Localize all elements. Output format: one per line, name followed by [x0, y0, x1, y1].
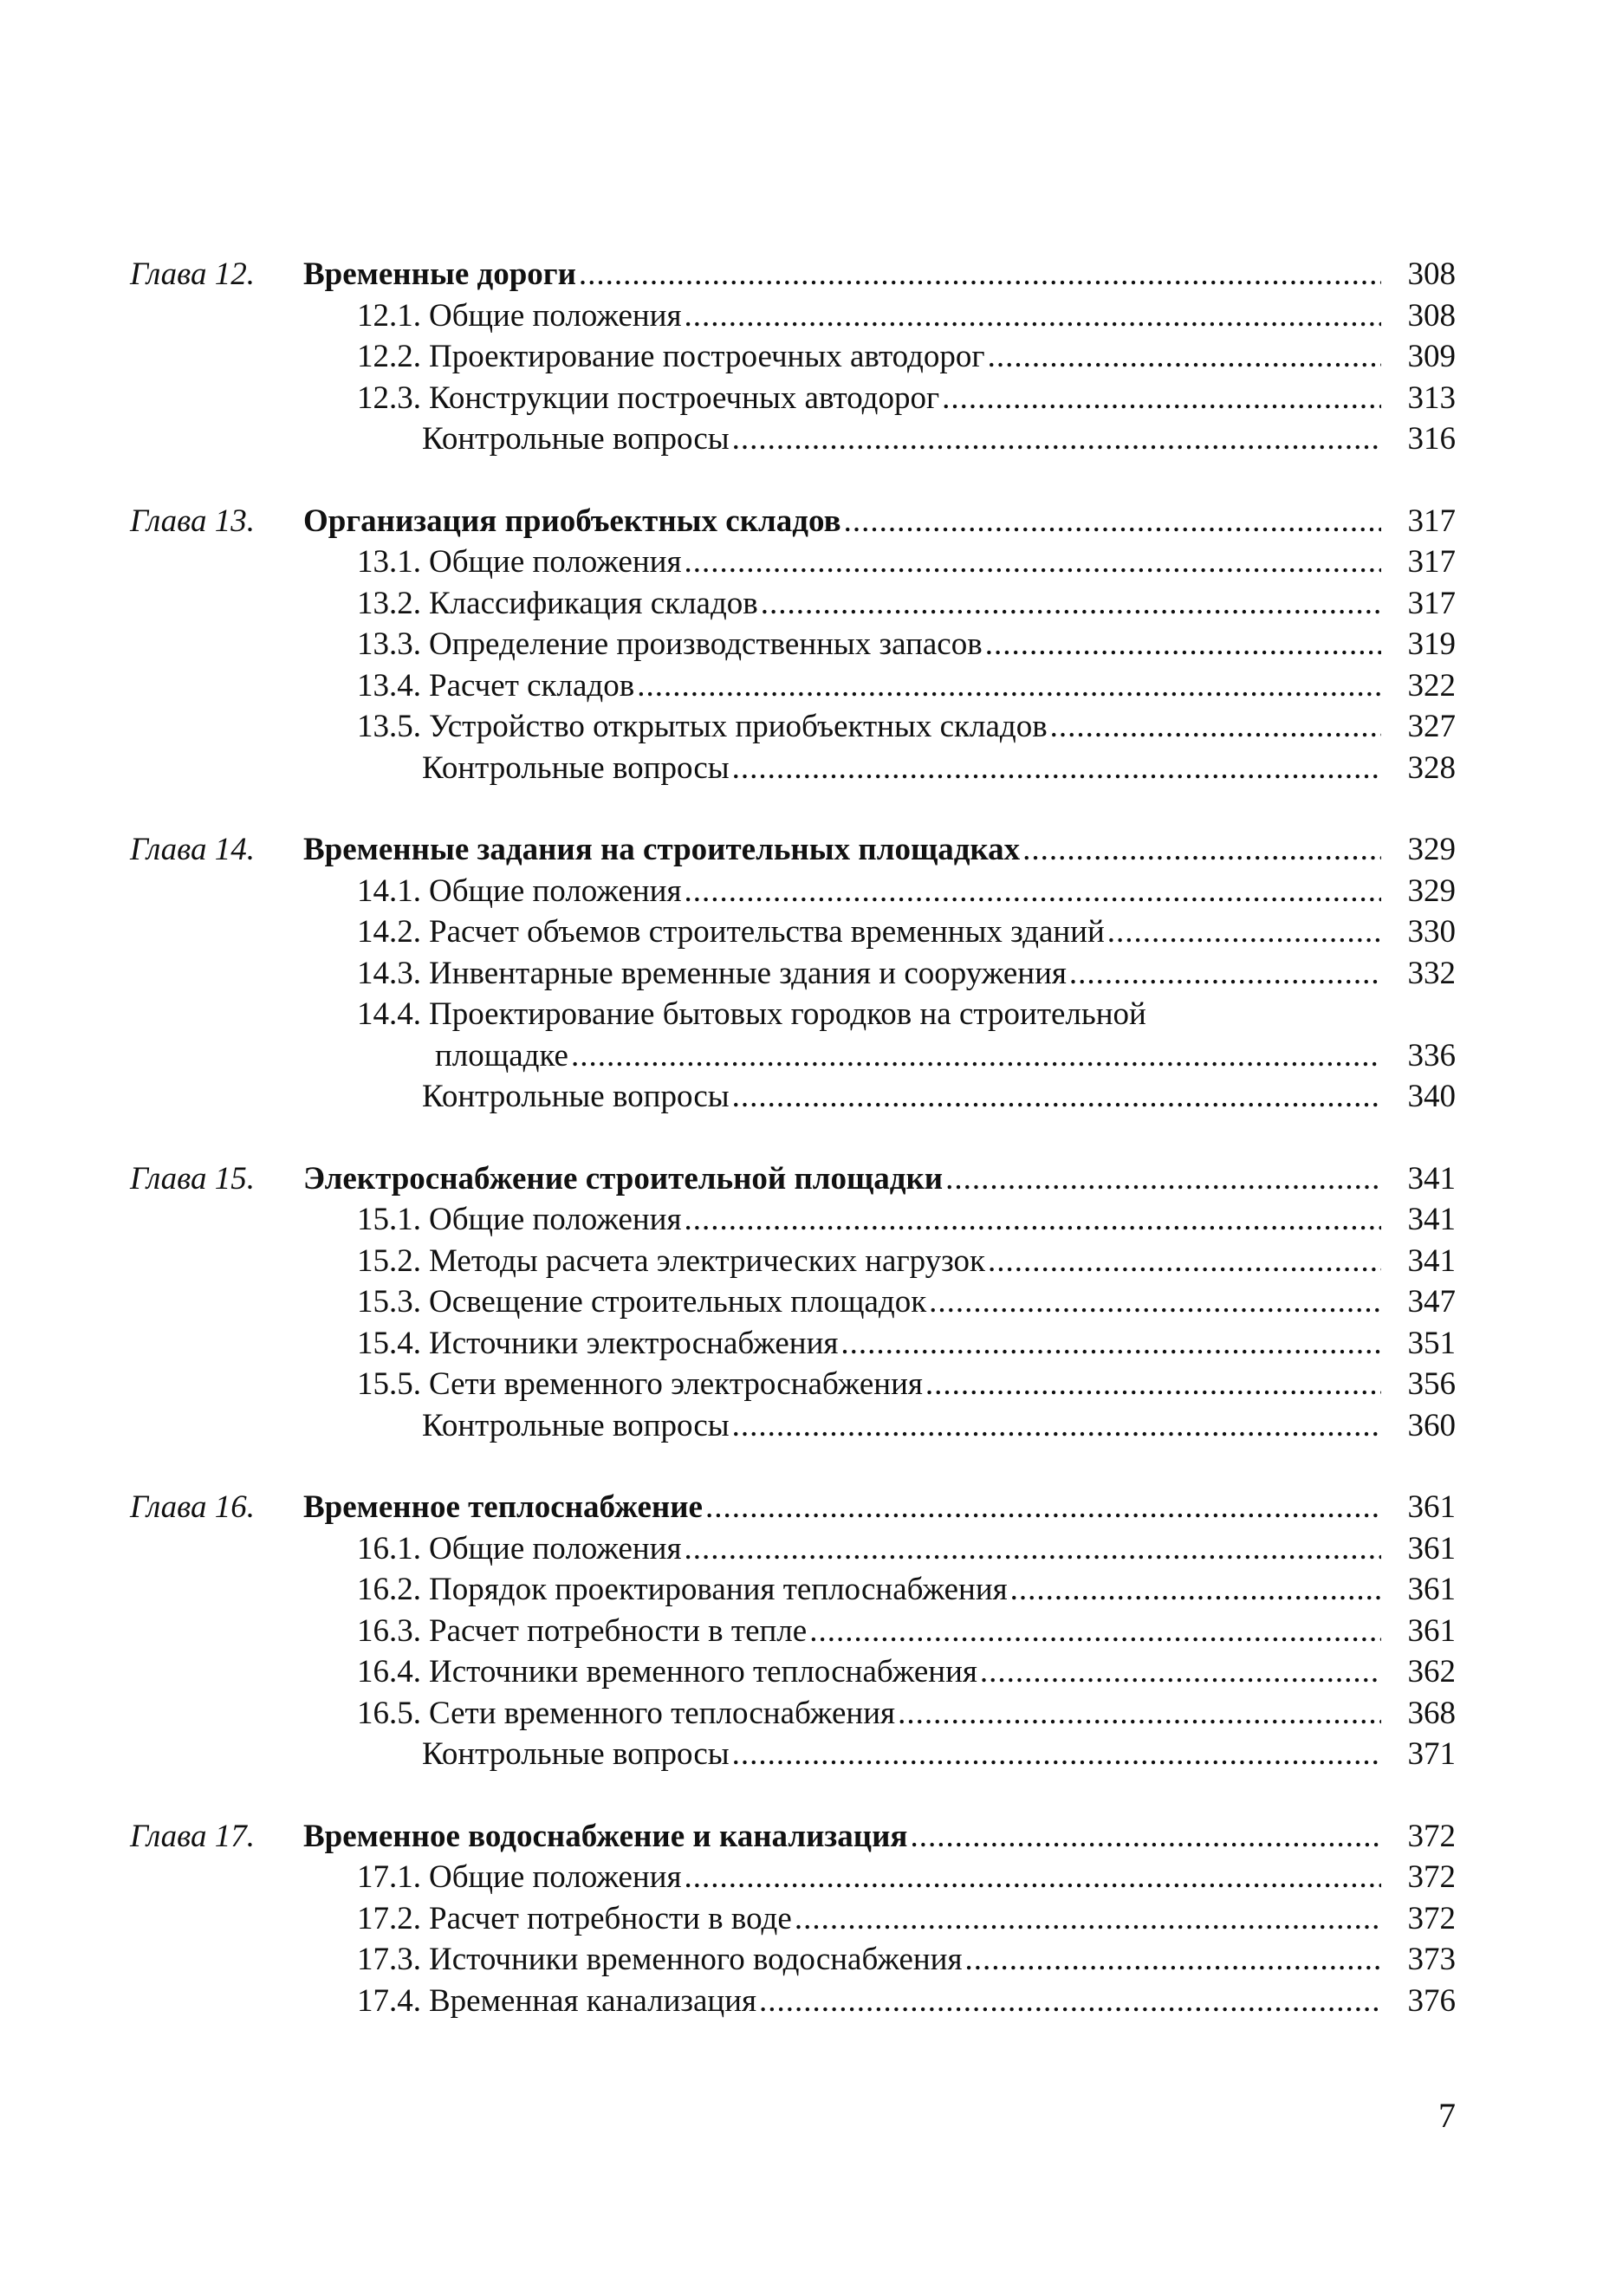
section-row	[130, 1651, 1456, 1693]
section-title: Определение производственных запасов	[429, 626, 983, 662]
entry-page-number: 372	[1407, 1900, 1456, 1936]
section-number: 16.1.	[357, 1530, 421, 1566]
entry-page-number: 347	[1407, 1284, 1456, 1320]
chapter-title: Временное водоснабжение и канализация	[303, 1818, 908, 1854]
entry-page-number: 330	[1407, 914, 1456, 950]
section-row	[130, 295, 1456, 337]
dot-leader	[795, 1898, 1381, 1940]
dot-leader	[910, 1816, 1381, 1858]
section-title: Общие положения	[429, 544, 682, 580]
dot-leader	[732, 1405, 1381, 1447]
section-row	[130, 1611, 1456, 1652]
chapter-entry	[303, 1487, 1456, 1528]
dot-leader	[1050, 706, 1381, 748]
section-row	[130, 953, 1456, 995]
dot-leader	[985, 624, 1381, 665]
section-title: Сети временного теплоснабжения	[429, 1695, 896, 1731]
dot-leader	[898, 1693, 1381, 1735]
entry-page-number: 336	[1407, 1037, 1456, 1073]
section-title: Источники временного водоснабжения	[429, 1942, 963, 1977]
section-title: Устройство открытых приобъектных складов	[429, 709, 1048, 744]
entry-page-number: 341	[1407, 1202, 1456, 1237]
chapter-block	[130, 1816, 1456, 2022]
chapter-entry	[303, 254, 1456, 295]
section-title: Расчет складов	[429, 667, 635, 704]
section-row	[130, 665, 1456, 707]
dot-leader	[988, 336, 1381, 378]
chapter-block	[130, 1158, 1456, 1447]
section-number: 17.4.	[357, 1982, 421, 2019]
section-title: Освещение строительных площадок	[429, 1284, 927, 1320]
section-title: Временная канализация	[429, 1982, 757, 2019]
section-entry	[357, 1857, 1456, 1898]
dot-leader	[1010, 1569, 1381, 1611]
entry-page-number: 317	[1407, 503, 1456, 539]
dot-leader	[980, 1651, 1381, 1693]
section-entry	[357, 1981, 1456, 2022]
control-questions-title: Контрольные вопросы	[422, 749, 730, 786]
dot-leader	[840, 1323, 1381, 1365]
section-title: Расчет объемов строительства временных зданий	[429, 914, 1105, 950]
section-number: 16.3.	[357, 1612, 421, 1649]
section-entry	[357, 1241, 1456, 1282]
section-number: 12.2.	[357, 339, 421, 374]
control-questions-entry	[422, 1076, 1456, 1118]
section-continuation-row	[130, 1035, 1456, 1077]
chapter-title: Организация приобъектных складов	[303, 503, 841, 539]
section-title: Источники временного теплоснабжения	[429, 1654, 977, 1690]
control-questions-row	[130, 1076, 1456, 1118]
dot-leader	[759, 1981, 1381, 2022]
control-questions-entry	[422, 418, 1456, 460]
entry-page-number: 329	[1407, 872, 1456, 909]
control-questions-row	[130, 748, 1456, 789]
section-title: Инвентарные временные здания и сооружения	[429, 955, 1067, 991]
dot-leader	[844, 501, 1381, 542]
section-entry	[357, 1898, 1456, 1940]
section-title: Источники электроснабжения	[429, 1325, 839, 1361]
section-entry	[357, 665, 1456, 707]
section-row	[130, 1241, 1456, 1282]
dot-leader	[732, 748, 1381, 789]
section-entry	[357, 1569, 1456, 1611]
control-questions-title: Контрольные вопросы	[422, 1079, 730, 1114]
section-entry	[357, 378, 1456, 419]
table-of-contents	[130, 254, 1456, 2062]
section-number: 15.3.	[357, 1284, 421, 1320]
section-entry	[357, 1364, 1456, 1405]
section-title: Общие положения	[429, 872, 682, 909]
chapter-label: Глава 15.	[130, 1160, 255, 1197]
chapter-heading-row	[130, 1487, 1456, 1528]
section-title-continuation: площадке	[435, 1037, 568, 1073]
section-number: 17.3.	[357, 1942, 421, 1977]
entry-page-number: 373	[1407, 1942, 1456, 1977]
chapter-label: Глава 14.	[130, 832, 255, 867]
section-entry	[357, 624, 1456, 665]
entry-page-number: 356	[1407, 1366, 1456, 1402]
section-row	[130, 1981, 1456, 2022]
entry-page-number: 327	[1407, 709, 1456, 744]
chapter-label: Глава 13.	[130, 503, 255, 539]
dot-leader	[637, 665, 1381, 707]
entry-page-number: 329	[1407, 832, 1456, 867]
entry-page-number: 360	[1407, 1407, 1456, 1443]
entry-page-number: 332	[1407, 955, 1456, 991]
dot-leader	[942, 378, 1381, 419]
chapter-title: Электроснабжение строительной площадки	[303, 1160, 944, 1197]
chapter-title: Временное теплоснабжение	[303, 1489, 703, 1525]
section-number: 16.4.	[357, 1654, 421, 1690]
entry-page-number: 319	[1407, 626, 1456, 662]
section-number: 14.1.	[357, 872, 421, 909]
section-row	[130, 1569, 1456, 1611]
dot-leader	[1107, 911, 1381, 953]
section-title: Расчет потребности в тепле	[429, 1612, 808, 1649]
section-entry	[357, 1651, 1456, 1693]
chapter-heading-row	[130, 1816, 1456, 1858]
dot-leader	[925, 1364, 1381, 1405]
entry-page-number: 376	[1407, 1982, 1456, 2019]
section-row	[130, 1939, 1456, 1981]
section-row	[130, 378, 1456, 419]
section-entry	[357, 706, 1456, 748]
page-number: 7	[1438, 2096, 1456, 2135]
section-number: 15.2.	[357, 1242, 421, 1279]
section-entry	[357, 1528, 1456, 1570]
entry-page-number: 351	[1407, 1325, 1456, 1361]
dot-leader	[1022, 829, 1381, 871]
entry-page-number: 340	[1407, 1079, 1456, 1114]
entry-page-number: 341	[1407, 1160, 1456, 1197]
section-title: Расчет потребности в воде	[429, 1900, 792, 1936]
section-title: Методы расчета электрических нагрузок	[429, 1242, 986, 1279]
entry-page-number: 316	[1407, 421, 1456, 457]
section-number: 15.1.	[357, 1202, 421, 1237]
entry-page-number: 368	[1407, 1695, 1456, 1731]
entry-page-number: 362	[1407, 1654, 1456, 1690]
entry-page-number: 361	[1407, 1489, 1456, 1525]
section-row	[130, 1199, 1456, 1241]
dot-leader	[732, 1076, 1381, 1118]
chapter-label: Глава 16.	[130, 1489, 255, 1525]
section-row	[130, 706, 1456, 748]
dot-leader	[809, 1611, 1381, 1652]
chapter-entry	[303, 1158, 1456, 1200]
section-row	[130, 624, 1456, 665]
section-entry	[357, 1693, 1456, 1735]
section-entry	[357, 994, 1456, 1035]
entry-page-number: 361	[1407, 1530, 1456, 1566]
chapter-label: Глава 17.	[130, 1818, 255, 1854]
entry-page-number: 341	[1407, 1242, 1456, 1279]
chapter-block	[130, 501, 1456, 789]
section-number: 13.4.	[357, 667, 421, 704]
entry-page-number: 372	[1407, 1818, 1456, 1854]
section-number: 16.2.	[357, 1572, 421, 1607]
entry-page-number: 317	[1407, 585, 1456, 621]
dot-leader	[732, 418, 1381, 460]
section-number: 15.4.	[357, 1325, 421, 1361]
section-entry	[357, 1939, 1456, 1981]
dot-leader	[684, 1199, 1381, 1241]
chapter-entry	[303, 501, 1456, 542]
entry-page-number: 308	[1407, 297, 1456, 334]
dot-leader	[732, 1734, 1381, 1775]
section-number: 17.2.	[357, 1900, 421, 1936]
dot-leader	[684, 295, 1381, 337]
dot-leader	[684, 1528, 1381, 1570]
control-questions-title: Контрольные вопросы	[422, 1736, 730, 1772]
section-entry	[357, 953, 1456, 995]
chapter-entry	[303, 829, 1456, 871]
section-number: 13.3.	[357, 626, 421, 662]
entry-page-number: 322	[1407, 667, 1456, 704]
dot-leader	[965, 1939, 1381, 1981]
section-row	[130, 1693, 1456, 1735]
entry-page-number: 372	[1407, 1859, 1456, 1895]
section-number: 12.1.	[357, 297, 421, 334]
section-entry	[357, 542, 1456, 583]
entry-page-number: 317	[1407, 544, 1456, 580]
section-number: 14.2.	[357, 914, 421, 950]
entry-page-number: 371	[1407, 1736, 1456, 1772]
chapter-heading-row	[130, 829, 1456, 871]
chapter-label: Глава 12.	[130, 256, 255, 292]
section-row	[130, 911, 1456, 953]
section-entry	[357, 1323, 1456, 1365]
section-title: Общие положения	[429, 1202, 682, 1237]
dot-leader	[988, 1241, 1381, 1282]
section-title: Общие положения	[429, 1859, 682, 1895]
section-entry	[357, 1281, 1456, 1323]
section-number: 13.5.	[357, 709, 421, 744]
control-questions-row	[130, 418, 1456, 460]
section-title: Конструкции построечных автодорог	[429, 379, 940, 416]
control-questions-row	[130, 1405, 1456, 1447]
dot-leader	[571, 1035, 1381, 1077]
dot-leader	[705, 1487, 1381, 1528]
section-title: Общие положения	[429, 1530, 682, 1566]
dot-leader	[1069, 953, 1381, 995]
section-row	[130, 583, 1456, 625]
control-questions-entry	[422, 748, 1456, 789]
section-number: 17.1.	[357, 1859, 421, 1895]
dot-leader	[761, 583, 1381, 625]
section-row	[130, 1857, 1456, 1898]
dot-leader	[945, 1158, 1381, 1200]
section-entry	[357, 583, 1456, 625]
section-entry	[357, 295, 1456, 337]
section-title: Проектирование бытовых городков на строительной	[429, 996, 1146, 1032]
entry-page-number: 361	[1407, 1572, 1456, 1607]
chapter-title: Временные дороги	[303, 256, 576, 292]
section-title: Проектирование построечных автодорог	[429, 339, 985, 374]
control-questions-entry	[422, 1734, 1456, 1775]
section-entry	[357, 1199, 1456, 1241]
entry-page-number: 313	[1407, 379, 1456, 416]
control-questions-title: Контрольные вопросы	[422, 421, 730, 457]
section-row	[130, 336, 1456, 378]
entry-page-number: 361	[1407, 1612, 1456, 1649]
entry-page-number: 328	[1407, 749, 1456, 786]
chapter-heading-row	[130, 501, 1456, 542]
section-row	[130, 1528, 1456, 1570]
section-row	[130, 1898, 1456, 1940]
chapter-block	[130, 829, 1456, 1118]
dot-leader	[579, 254, 1381, 295]
chapter-entry	[303, 1816, 1456, 1858]
chapter-heading-row	[130, 1158, 1456, 1200]
entry-page-number: 308	[1407, 256, 1456, 292]
section-number: 14.3.	[357, 955, 421, 991]
section-number: 15.5.	[357, 1366, 421, 1402]
section-entry	[357, 871, 1456, 912]
chapter-heading-row	[130, 254, 1456, 295]
section-continuation-entry	[435, 1035, 1456, 1077]
entry-page-number: 309	[1407, 339, 1456, 374]
section-row	[130, 1364, 1456, 1405]
section-number: 13.2.	[357, 585, 421, 621]
section-number: 14.4.	[357, 996, 421, 1032]
chapter-title: Временные задания на строительных площадках	[303, 832, 1021, 867]
control-questions-row	[130, 1734, 1456, 1775]
section-entry	[357, 911, 1456, 953]
section-row	[130, 1281, 1456, 1323]
section-row	[130, 1323, 1456, 1365]
dot-leader	[684, 542, 1381, 583]
chapter-block	[130, 1487, 1456, 1775]
section-number: 13.1.	[357, 544, 421, 580]
dot-leader	[684, 1857, 1381, 1898]
section-number: 12.3.	[357, 379, 421, 416]
section-row	[130, 871, 1456, 912]
control-questions-title: Контрольные вопросы	[422, 1407, 730, 1443]
section-title: Классификация складов	[429, 585, 758, 621]
section-number: 16.5.	[357, 1695, 421, 1731]
control-questions-entry	[422, 1405, 1456, 1447]
dot-leader	[929, 1281, 1381, 1323]
section-title: Порядок проектирования теплоснабжения	[429, 1572, 1008, 1607]
section-title: Общие положения	[429, 297, 682, 334]
section-row	[130, 542, 1456, 583]
section-entry	[357, 1611, 1456, 1652]
section-row	[130, 994, 1456, 1035]
dot-leader	[684, 871, 1381, 912]
section-title: Сети временного электроснабжения	[429, 1366, 923, 1402]
section-entry	[357, 336, 1456, 378]
chapter-block	[130, 254, 1456, 460]
